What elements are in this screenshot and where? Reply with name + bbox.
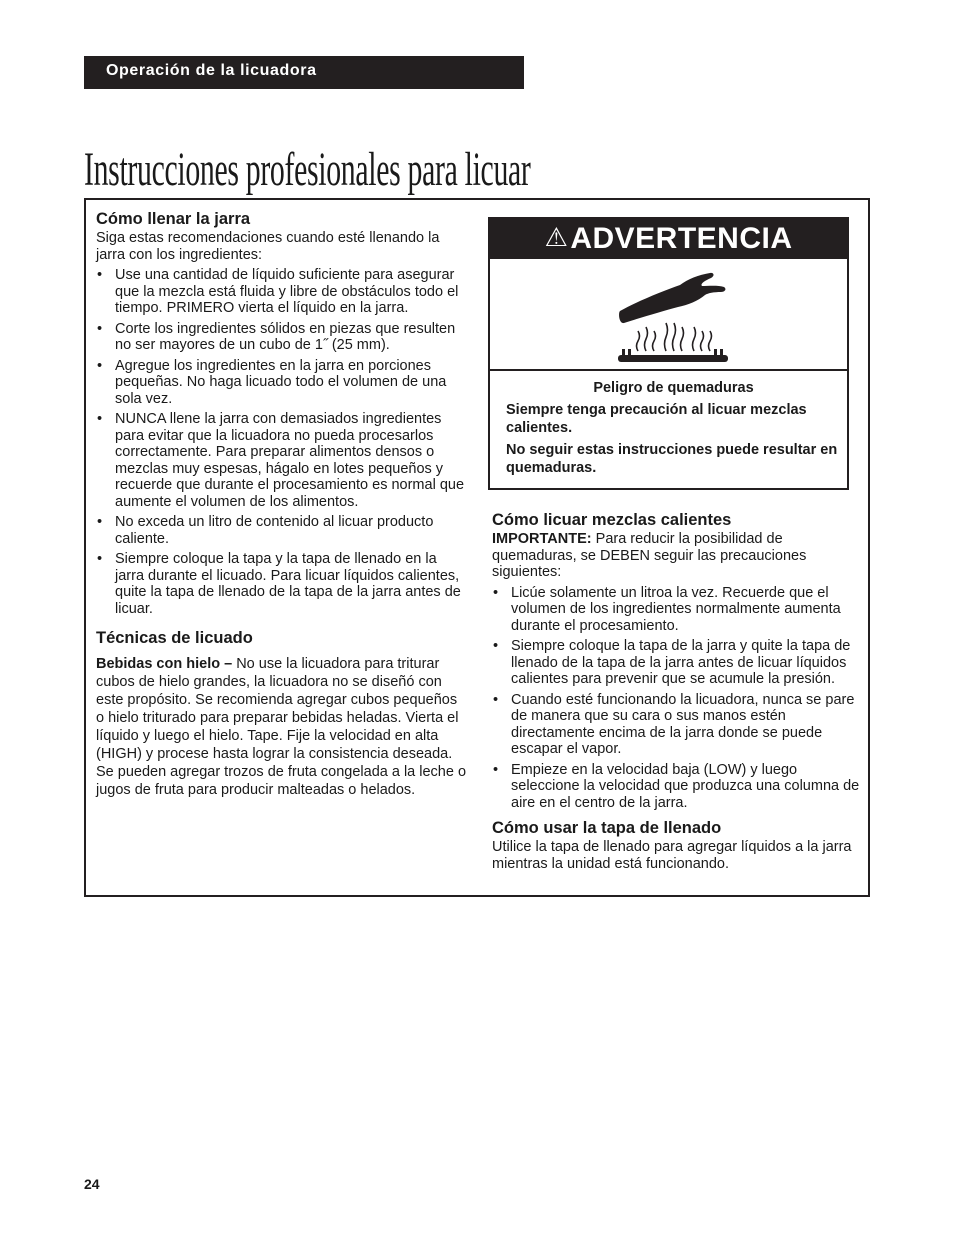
list-item: • Cuando esté funcionando la licuadora, nunca se pare de manera que su cara o sus manos estén directamente encima de la jarra donde se puede escapar el vapor.: [492, 692, 862, 758]
content-box: [84, 198, 870, 897]
fill-list: [96, 267, 466, 617]
hot-heading: Cómo licuar mezclas calientes: [492, 511, 732, 529]
tech-lead: Bebidas con hielo –: [96, 656, 233, 672]
warning-text: [506, 379, 841, 481]
warning-title: Peligro de quemaduras: [593, 380, 754, 396]
lid-text: Utilice la tapa de llenado para agregar líquidos a la jarra mientras la unidad está funcionando.: [492, 839, 852, 872]
hot-lead: IMPORTANTE:: [492, 531, 592, 547]
warning-header: [490, 219, 847, 259]
list-item: • Corte los ingredientes sólidos en piezas que resulten no ser mayores de un cubo de 1˝ (25 mm).: [96, 321, 466, 354]
warning-line-1: Siempre tenga precaución al licuar mezclas calientes.: [506, 402, 807, 436]
warning-label: ADVERTENCIA: [570, 222, 793, 255]
lid-heading: Cómo usar la tapa de llenado: [492, 819, 722, 837]
list-item: • Agregue los ingredientes en la jarra en porciones pequeñas. No haga licuado todo el volumen de una sola vez.: [96, 358, 466, 408]
fill-intro: Siga estas recomendaciones cuando esté llenando la jarra con los ingredientes:: [96, 230, 440, 263]
list-item: • Use una cantidad de líquido suficiente para asegurar que la mezcla está fluida y libre de obstáculos todo el tiempo. PRIMERO vierta el líquido en la jarra.: [96, 267, 466, 317]
tech-section: [96, 627, 466, 799]
list-item: • Siempre coloque la tapa y la tapa de llenado en la jarra durante el licuado. Para licuar líquidos calientes, quite la tapa de llenado de la tapa de la jarra antes de licuar.: [96, 551, 466, 617]
warning-pictogram: [490, 259, 847, 371]
tech-body: No use la licuadora para triturar cubos de hielo grandes, la licuadora no se diseñó con este propósito. Se recomienda agregar cubos pequeños o hielo triturado para preparar bebidas heladas. Vierta el líquido y luego el hielo. Tape. Fije la velocidad en alta (HIGH) y procese hasta lograr la consistencia deseada. Se pueden agregar trozos de fruta congelada a la leche o jugos de fruta para producir malteadas o helados.: [96, 656, 467, 798]
tech-heading: Técnicas de licuado: [96, 629, 253, 647]
tech-paragraph: [96, 655, 466, 799]
right-column: [492, 509, 862, 872]
page-number: 24: [84, 1176, 100, 1192]
hot-list: [492, 585, 862, 812]
list-item: • Siempre coloque la tapa de la jarra y quite la tapa de llenado de la tapa de la jarra antes de licuar líquidos calientes para prevenir que se acumule la presión.: [492, 638, 862, 688]
hot-intro-text: Para reducir la posibilidad de quemaduras, se DEBEN seguir las precauciones siguientes:: [492, 531, 807, 580]
left-column: [96, 208, 466, 799]
list-item: • No exceda un litro de contenido al licuar producto caliente.: [96, 514, 466, 547]
warning-triangle-icon: ⚠: [544, 222, 569, 252]
fill-heading: Cómo llenar la jarra: [96, 210, 251, 228]
list-item: • NUNCA llene la jarra con demasiados ingredientes para evitar que la licuadora no pueda procesarlos correctamente. Para preparar alimentos densos o mezclas muy espesas, hágalo en lotes pequeños y recuerde que durante el procesamiento es normal que aumente el volumen de los alimentos.: [96, 411, 466, 510]
list-item: • Licúe solamente un litroa la vez. Recuerde que el volumen de los ingredientes normalmente aumenta durante el procesamiento.: [492, 585, 862, 635]
warning-box: [488, 217, 849, 490]
warning-line-2: No seguir estas instrucciones puede resultar en quemaduras.: [506, 442, 838, 476]
list-item: • Empieze en la velocidad baja (LOW) y luego seleccione la velocidad que produzca una columna de aire en el centro de la jarra.: [492, 762, 862, 812]
section-header-bar: [84, 56, 524, 89]
hot-intro: [492, 531, 862, 581]
page-title: Instrucciones profesionales para licuar: [84, 143, 531, 196]
hot-surface-hand-icon: [618, 271, 728, 363]
section-title: Operación de la licuadora: [106, 62, 317, 79]
